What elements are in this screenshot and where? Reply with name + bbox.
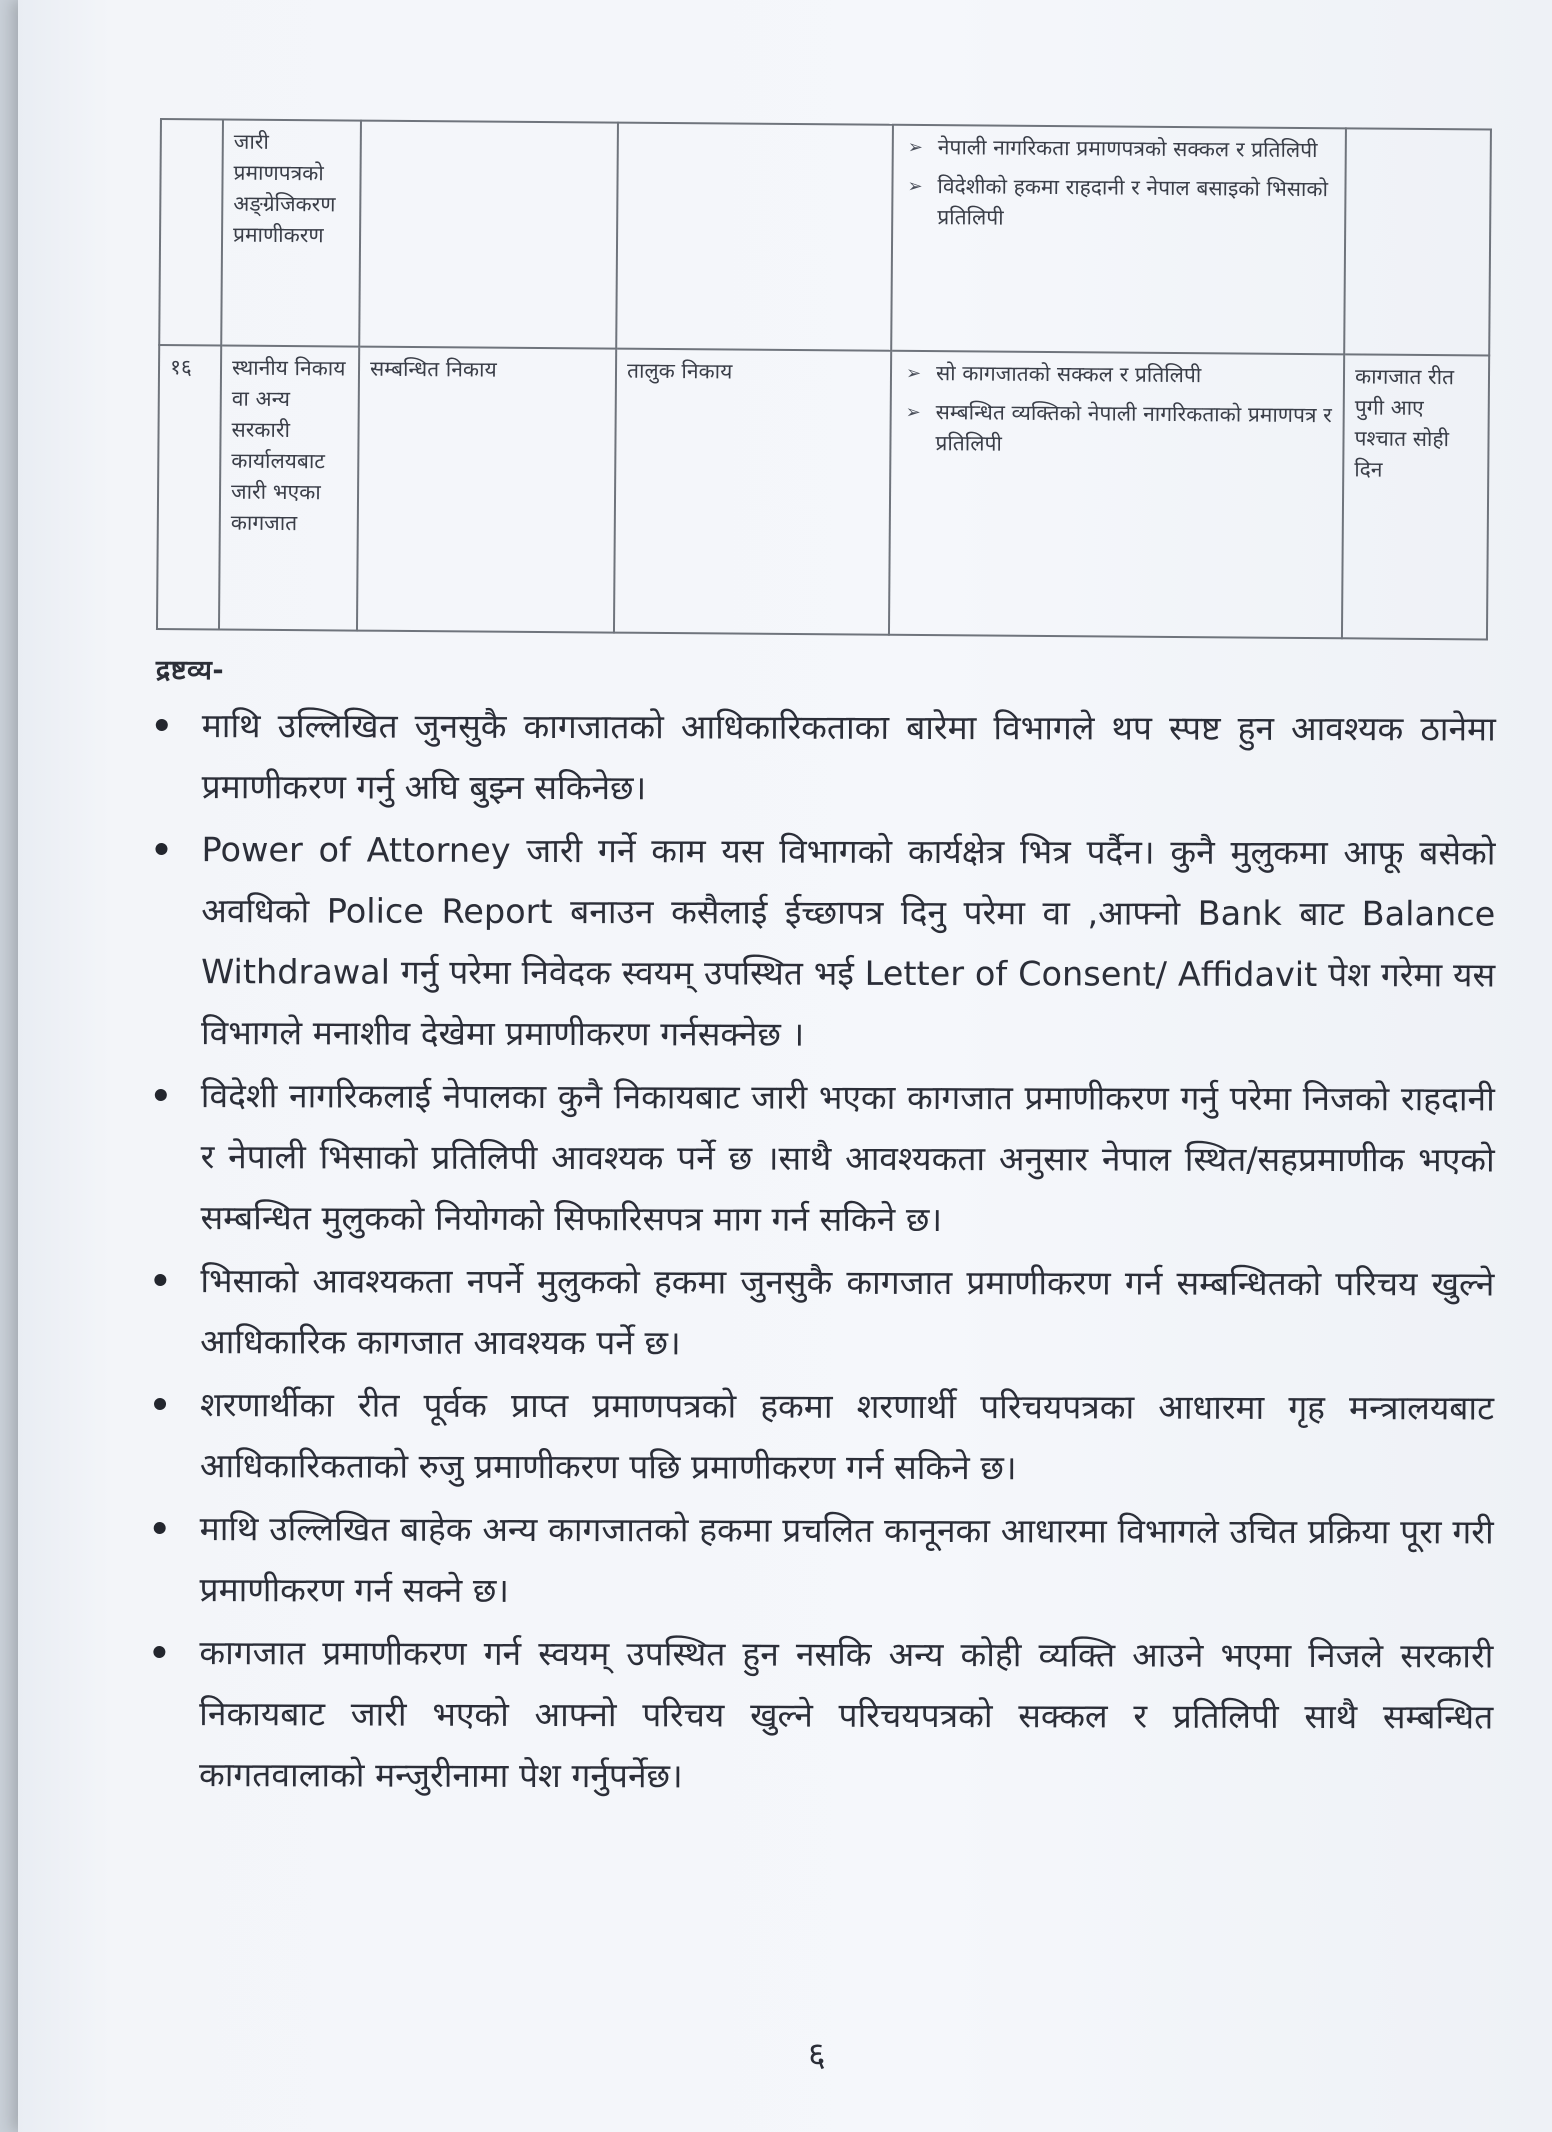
requirements-cell — [889, 351, 1344, 639]
requirements-cell — [891, 125, 1346, 355]
serial-number-cell — [159, 119, 223, 345]
bullet-icon — [153, 1646, 165, 1658]
bullet-icon — [154, 1522, 166, 1534]
note-text: भिसाको आवश्यकता नपर्ने मुलुकको हकमा जुनसुकै कागजात प्रमाणीकरण गर्न सम्बन्धितको परिचय खुल्ने आधिकारिक कागजात आवश्यक पर्ने छ। — [200, 1261, 1495, 1363]
note-text: विदेशी नागरिकलाई नेपालका कुनै निकायबाट जारी भएका कागजात प्रमाणीकरण गर्नु परेमा निजको राहदानी र नेपाली भिसाको प्रतिलिपी आवश्यक पर्ने छ ।साथै आवश्यकता अनुसार नेपाल स्थित/सहप्रमाणीक भएको सम्बन्धित मुलुकको नियोगको सिफारिसपत्र माग गर्न सकिने छ। — [200, 1076, 1495, 1240]
arrow-bullet-icon: ➢ — [905, 401, 921, 423]
document-page — [18, 0, 1552, 2132]
list-item — [153, 1498, 1493, 1624]
requirement-text: सो कागजातको सक्कल र प्रतिलिपी — [935, 361, 1202, 388]
note-text: कागजात प्रमाणीकरण गर्न स्वयम् उपस्थित हुन नसकि अन्य कोही व्यक्ति आउने भएमा निजले सरकारी निकायबाट जारी भएको आफ्नो परिचय खुल्ने परिचयपत्रको सक्कल र प्रतिलिपी साथै सम्बन्धित कागतवालाको मन्जुरीनामा पेश गर्नुपर्नेछ। — [199, 1633, 1494, 1796]
requirement-text: सम्बन्धित व्यक्तिको नेपाली नागरिकताको प्रमाणपत्र र प्रतिलिपी — [935, 400, 1332, 456]
bullet-icon — [155, 1089, 167, 1101]
list-item — [901, 397, 1332, 462]
note-text: माथि उल्लिखित बाहेक अन्य कागजातको हकमा प्रचलित कानूनका आधारमा विभागले उचित प्रक्रिया पूरा गरी प्रमाणीकरण गर्न सक्ने छ। — [199, 1509, 1494, 1610]
note-text: शरणार्थीका रीत पूर्वक प्राप्त प्रमाणपत्रको हकमा शरणार्थी परिचयपत्रका आधारमा गृह मन्त्रालयबाट आधिकारिकताको रुजु प्रमाणीकरण पछि प्रमाणीकरण गर्न सकिने छ। — [199, 1385, 1495, 1488]
table-row — [157, 345, 1489, 639]
list-item — [156, 695, 1496, 821]
issuing-body-cell — [359, 121, 618, 349]
processing-time-cell — [1344, 128, 1491, 355]
bullet-icon — [154, 1274, 166, 1286]
issuing-body-cell: सम्बन्धित निकाय — [357, 347, 616, 633]
certification-table-wrapper — [156, 118, 1490, 640]
requirements-list — [903, 132, 1335, 236]
note-text: माथि उल्लिखित जुनसुकै कागजातको आधिकारिकताका बारेमा विभागले थप स्पष्ट हुन आवश्यक ठानेमा प्रमाणीकरण गर्नु अघि बुझ्न सकिनेछ। — [201, 706, 1496, 808]
document-type-cell: स्थानीय निकाय वा अन्य सरकारी कार्यालयबाट जारी भएका कागजात — [219, 345, 359, 630]
certification-table — [156, 118, 1492, 640]
arrow-bullet-icon: ➢ — [905, 362, 922, 384]
list-item — [154, 1065, 1494, 1252]
arrow-bullet-icon: ➢ — [907, 175, 923, 197]
serial-number-cell: १६ — [157, 345, 221, 629]
list-item — [154, 1374, 1494, 1500]
page-number: ६ — [808, 2035, 826, 2075]
bullet-icon — [154, 1398, 166, 1410]
notes-section — [153, 650, 1496, 1811]
list-item — [154, 1250, 1494, 1376]
list-item — [155, 819, 1496, 1067]
document-type-cell: जारी प्रमाणपत्रको अङ्ग्रेजिकरण प्रमाणीकरण — [221, 119, 361, 346]
supervising-body-cell: तालुक निकाय — [614, 349, 891, 635]
notes-heading: द्रष्टव्य- — [155, 655, 225, 687]
list-item — [902, 358, 1333, 392]
table-row — [159, 119, 1491, 355]
list-item — [904, 132, 1335, 166]
arrow-bullet-icon: ➢ — [907, 136, 923, 158]
processing-time-cell: कागजात रीत पुगी आए पश्चात सोही दिन — [1342, 354, 1489, 639]
requirement-text: नेपाली नागरिकता प्रमाणपत्रको सक्कल र प्रतिलिपी — [937, 135, 1318, 163]
note-text: Power of Attorney जारी गर्ने काम यस विभागको कार्यक्षेत्र भित्र पर्दैन। कुनै मुलुकमा आफू बसेको अवधिको Police Report बनाउन कसैलाई ईच्छापत्र दिनु परेमा वा ,आफ्नो Bank बाट Balance Withdrawal गर्नु परेमा निवेदक स्वयम् उपस्थित भई Letter of Consent/ Affidavit पेश गरेमा यस विभागले मनाशीव देखेमा प्रमाणीकरण गर्नसक्नेछ । — [200, 830, 1496, 1054]
list-item — [153, 1622, 1493, 1809]
requirement-text: विदेशीको हकमा राहदानी र नेपाल बसाइको भिसाको प्रतिलिपी — [937, 174, 1329, 230]
list-item — [903, 171, 1334, 236]
bullet-icon — [155, 843, 167, 855]
requirements-list — [901, 358, 1333, 462]
notes-list — [153, 695, 1496, 1809]
bullet-icon — [156, 719, 168, 731]
supervising-body-cell — [616, 123, 893, 351]
